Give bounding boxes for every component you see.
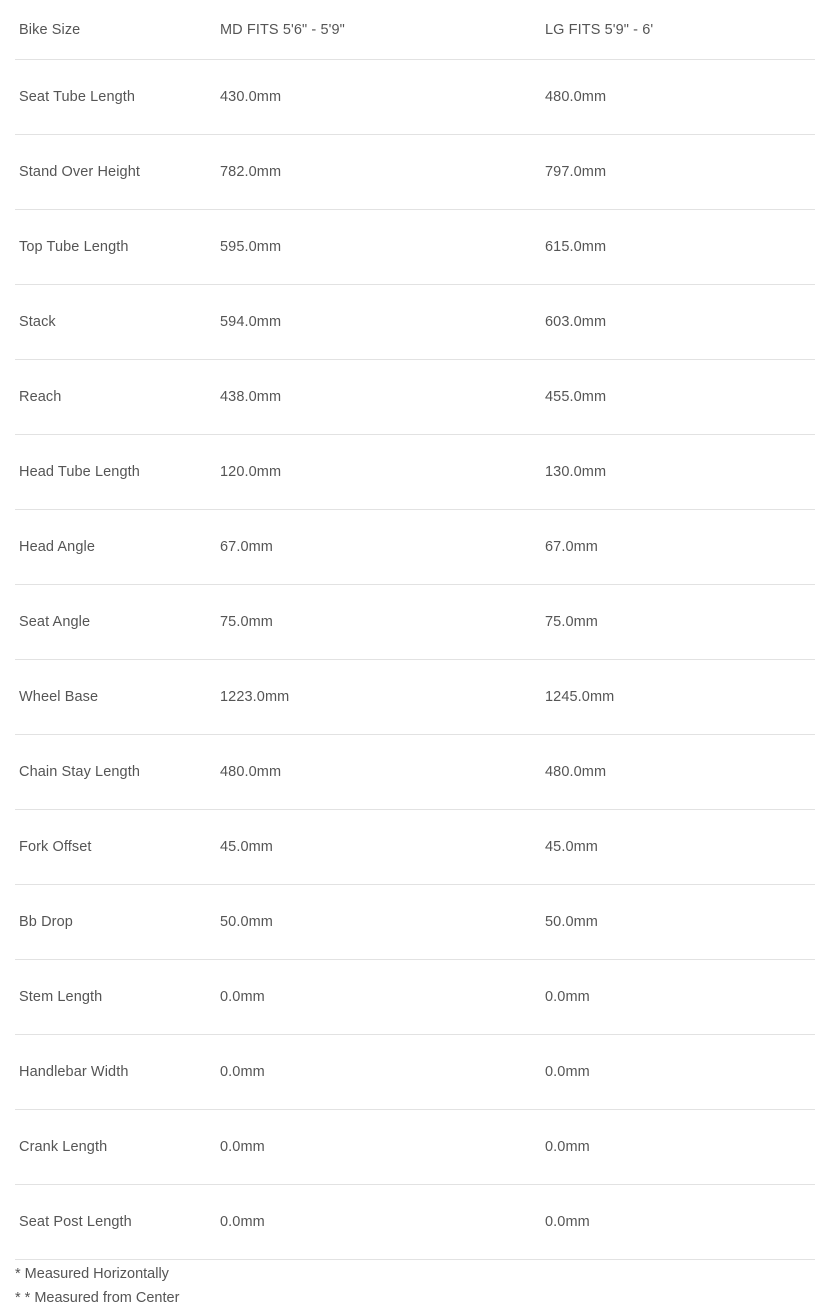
table-row [15,60,815,135]
header-size-md: MD FITS 5'6" - 5'9" [220,21,345,38]
row-label: Crank Length [19,1139,108,1155]
row-value-md: 75.0mm [220,614,273,630]
row-value-md: 595.0mm [220,239,282,255]
table-row [15,1185,815,1260]
row-label: Stand Over Height [19,164,140,180]
row-value-md: 0.0mm [220,1214,265,1230]
row-label: Wheel Base [19,689,99,705]
row-value-lg: 0.0mm [545,989,590,1005]
row-label: Seat Angle [19,614,91,630]
table-row [15,585,815,660]
geometry-table [15,0,815,1260]
row-value-md: 480.0mm [220,764,282,780]
table-row [15,960,815,1035]
row-label: Top Tube Length [19,239,129,255]
row-label: Handlebar Width [19,1064,129,1080]
table-header-row [15,0,815,60]
row-value-lg: 0.0mm [545,1064,590,1080]
row-value-lg: 75.0mm [545,614,598,630]
table-row [15,510,815,585]
row-value-md: 0.0mm [220,1139,265,1155]
row-label: Stem Length [19,989,103,1005]
row-value-md: 438.0mm [220,389,282,405]
table-row [15,435,815,510]
header-size-lg: LG FITS 5'9" - 6' [545,21,654,38]
table-row [15,660,815,735]
table-body [15,60,815,1260]
row-value-md: 0.0mm [220,989,265,1005]
row-value-md: 120.0mm [220,464,282,480]
row-label: Seat Tube Length [19,89,136,105]
row-value-lg: 797.0mm [545,164,607,180]
row-label: Bb Drop [19,914,73,930]
row-value-lg: 130.0mm [545,464,607,480]
row-value-md: 0.0mm [220,1064,265,1080]
header-label: Bike Size [19,21,81,38]
row-value-lg: 603.0mm [545,314,607,330]
footnote-center: * * Measured from Center [15,1290,180,1306]
row-value-md: 1223.0mm [220,689,290,705]
row-value-md: 782.0mm [220,164,282,180]
row-label: Chain Stay Length [19,764,141,780]
table-row [15,810,815,885]
footnotes [15,1262,815,1310]
row-value-md: 67.0mm [220,539,273,555]
row-value-lg: 50.0mm [545,914,598,930]
row-label: Stack [19,314,56,330]
table-row [15,210,815,285]
table-row [15,135,815,210]
table-row [15,360,815,435]
row-value-lg: 67.0mm [545,539,598,555]
table-row [15,735,815,810]
row-value-md: 45.0mm [220,839,273,855]
table-row [15,1035,815,1110]
row-value-md: 594.0mm [220,314,282,330]
table-row [15,1110,815,1185]
row-value-lg: 0.0mm [545,1214,590,1230]
row-value-lg: 1245.0mm [545,689,615,705]
row-label: Seat Post Length [19,1214,132,1230]
row-label: Reach [19,389,62,405]
row-value-lg: 480.0mm [545,764,607,780]
row-value-lg: 0.0mm [545,1139,590,1155]
row-value-lg: 480.0mm [545,89,607,105]
row-value-md: 50.0mm [220,914,273,930]
table-row [15,285,815,360]
row-label: Head Tube Length [19,464,140,480]
row-label: Head Angle [19,539,95,555]
row-label: Fork Offset [19,839,92,855]
table-row [15,885,815,960]
row-value-lg: 615.0mm [545,239,607,255]
row-value-lg: 455.0mm [545,389,607,405]
footnote-horizontal: * Measured Horizontally [15,1266,169,1282]
row-value-lg: 45.0mm [545,839,598,855]
row-value-md: 430.0mm [220,89,282,105]
